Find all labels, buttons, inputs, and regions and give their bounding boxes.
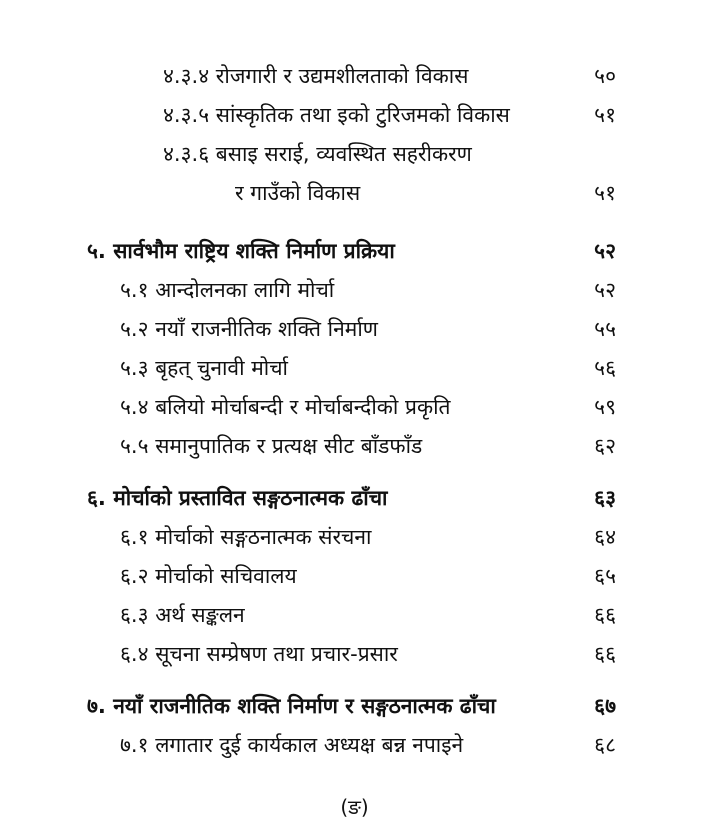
toc-entry-label: ५.३ बृहत् चुनावी मोर्चा <box>120 356 288 380</box>
toc-entry-continuation <box>235 176 616 210</box>
toc-chapter-heading <box>87 689 616 723</box>
toc-entry-label: ५.५ समानुपातिक र प्रत्यक्ष सीट बाँडफाँड <box>120 434 423 458</box>
toc-chapter-heading <box>87 234 616 268</box>
toc-entry-label: ४.३.५ सांस्कृतिक तथा इको टुरिजमको विकास <box>163 103 510 127</box>
toc-entry-label: र गाउँको विकास <box>235 181 361 205</box>
toc-entry-page: ५२ <box>594 239 616 263</box>
toc-entry <box>163 98 616 132</box>
toc-entry-label: ५.१ आन्दोलनका लागि मोर्चा <box>120 278 335 302</box>
toc-entry <box>120 598 616 632</box>
toc-entry-page: ५० <box>594 64 616 88</box>
toc-entry-label: ६.१ मोर्चाको सङ्गठनात्मक संरचना <box>120 525 372 549</box>
toc-entry-page: ६८ <box>594 733 616 757</box>
toc-entry-label: ६.२ मोर्चाको सचिवालय <box>120 564 297 588</box>
toc-entry-label: ४.३.६ बसाइ सराई, व्यवस्थित सहरीकरण <box>163 142 472 166</box>
toc-entry-page: ५१ <box>594 181 616 205</box>
toc-entry <box>120 559 616 593</box>
toc-entry <box>120 728 616 762</box>
toc-entry-page: ५५ <box>594 317 616 341</box>
toc-entry-label: ४.३.४ रोजगारी र उद्यमशीलताको विकास <box>163 64 469 88</box>
toc-entry <box>120 429 616 463</box>
toc-entry-page: ६६ <box>594 642 616 666</box>
toc-entry-label: ७.१ लगातार दुई कार्यकाल अध्यक्ष बन्न नपाइने <box>120 733 464 757</box>
toc-entry-label: ५.२ नयाँ राजनीतिक शक्ति निर्माण <box>120 317 378 341</box>
toc-entry-page: ६७ <box>594 694 616 718</box>
toc-entry-label: ६.३ अर्थ सङ्कलन <box>120 603 245 627</box>
toc-entry <box>163 59 616 93</box>
toc-entry-page: ६३ <box>594 486 616 510</box>
toc-entry-page: ५९ <box>594 395 616 419</box>
toc-chapter-heading <box>87 481 616 515</box>
toc-entry-page: ५२ <box>594 278 616 302</box>
toc-entry-page: ६६ <box>594 603 616 627</box>
toc-entry-page: ६४ <box>594 525 616 549</box>
toc-entry-label: ५. सार्वभौम राष्ट्रिय शक्ति निर्माण प्रक्रिया <box>87 239 395 263</box>
toc-entry-label: ६.४ सूचना सम्प्रेषण तथा प्रचार-प्रसार <box>120 642 398 666</box>
toc-entry-page: ६५ <box>594 564 616 588</box>
toc-entry-label: ७. नयाँ राजनीतिक शक्ति निर्माण र सङ्गठनात्मक ढाँचा <box>87 694 496 718</box>
toc-entry <box>120 351 616 385</box>
toc-entry <box>163 137 616 171</box>
toc-entry <box>120 637 616 671</box>
toc-entry-page: ६२ <box>594 434 616 458</box>
toc-entry <box>120 390 616 424</box>
toc-entry <box>120 312 616 346</box>
page-number-marker: (ङ) <box>340 795 369 819</box>
toc-entry-label: ५.४ बलियो मोर्चाबन्दी र मोर्चाबन्दीको प्रकृति <box>120 395 451 419</box>
toc-entry-page: ५६ <box>594 356 616 380</box>
toc-entry <box>120 273 616 307</box>
toc-entry <box>120 520 616 554</box>
toc-entry-page: ५१ <box>594 103 616 127</box>
toc-entry-label: ६. मोर्चाको प्रस्तावित सङ्गठनात्मक ढाँचा <box>87 486 388 510</box>
